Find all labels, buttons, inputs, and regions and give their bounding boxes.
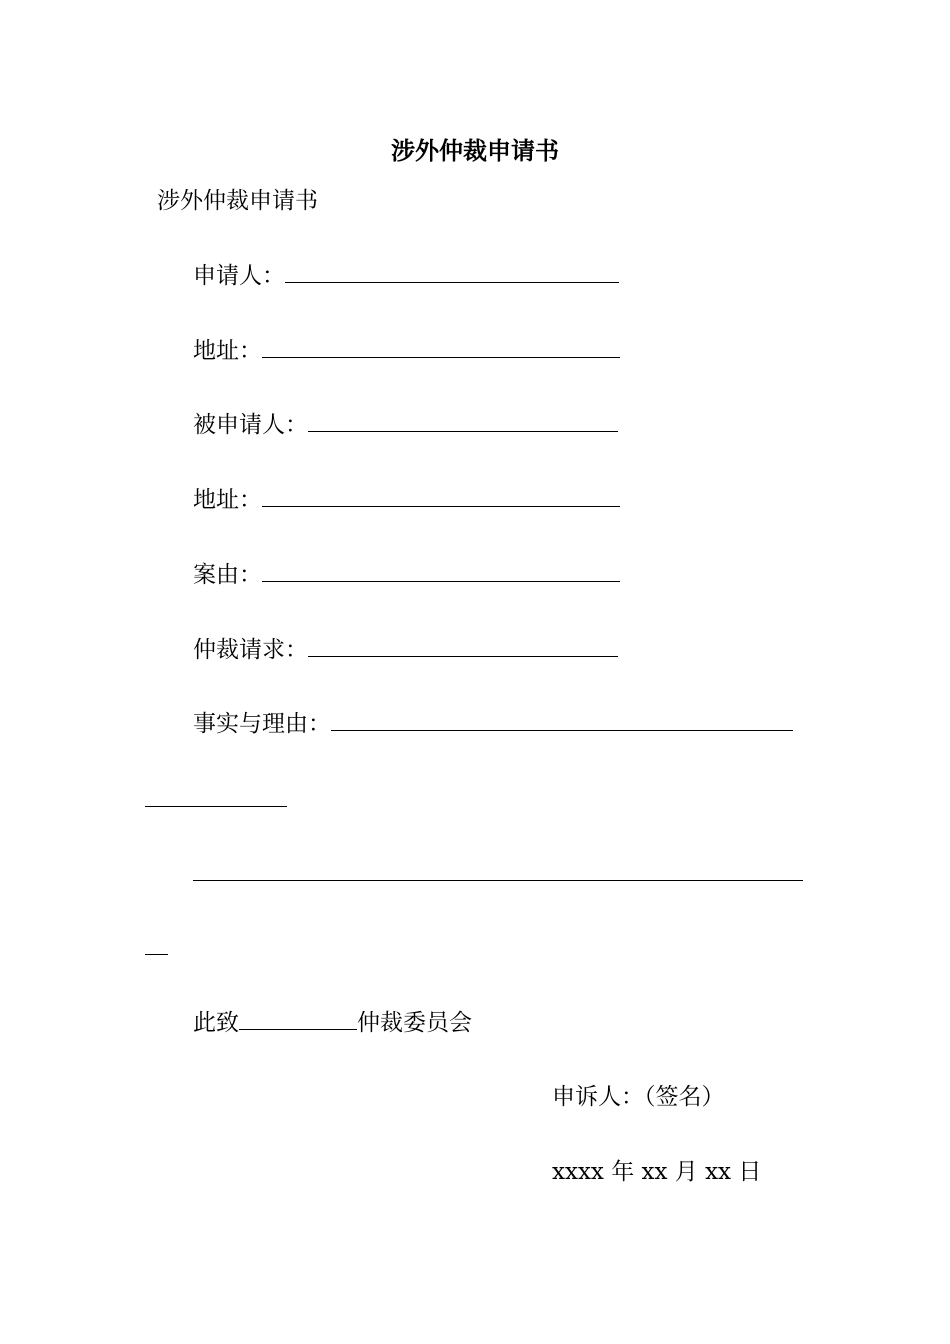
facts-row bbox=[193, 709, 793, 739]
facts-continuation-rule-3[interactable] bbox=[145, 954, 168, 955]
claims-label: 仲裁请求： bbox=[193, 637, 308, 663]
respondent-row bbox=[193, 410, 618, 440]
addressee-prefix: 此致 bbox=[193, 1010, 239, 1036]
applicant-blank[interactable] bbox=[285, 262, 619, 283]
facts-continuation-rule-1[interactable] bbox=[145, 806, 287, 807]
date-line: xxxx 年 xx 月 xx 日 bbox=[552, 1159, 762, 1185]
respondent-label: 被申请人： bbox=[193, 412, 308, 438]
respondent-address-label: 地址： bbox=[193, 487, 262, 513]
applicant-address-blank[interactable] bbox=[262, 337, 620, 358]
document-title: 涉外仲裁申请书 bbox=[391, 136, 559, 165]
applicant-row bbox=[193, 261, 619, 291]
document-subtitle: 涉外仲裁申请书 bbox=[157, 188, 318, 214]
facts-label: 事实与理由： bbox=[193, 711, 331, 737]
applicant-label: 申请人： bbox=[193, 263, 285, 289]
claims-row bbox=[193, 635, 618, 665]
facts-blank[interactable] bbox=[331, 710, 793, 731]
cause-label: 案由： bbox=[193, 562, 262, 588]
respondent-address-blank[interactable] bbox=[262, 486, 620, 507]
applicant-address-label: 地址： bbox=[193, 338, 262, 364]
addressee-row bbox=[193, 1008, 472, 1038]
addressee-suffix: 仲裁委员会 bbox=[357, 1010, 472, 1036]
facts-continuation-rule-2[interactable] bbox=[193, 880, 803, 881]
claims-blank[interactable] bbox=[308, 636, 618, 657]
respondent-address-row bbox=[193, 485, 620, 515]
cause-blank[interactable] bbox=[262, 561, 620, 582]
applicant-address-row bbox=[193, 336, 620, 366]
signer-line: 申诉人：（签名） bbox=[552, 1084, 725, 1110]
committee-blank[interactable] bbox=[239, 1009, 357, 1030]
cause-row bbox=[193, 560, 620, 590]
respondent-blank[interactable] bbox=[308, 411, 618, 432]
